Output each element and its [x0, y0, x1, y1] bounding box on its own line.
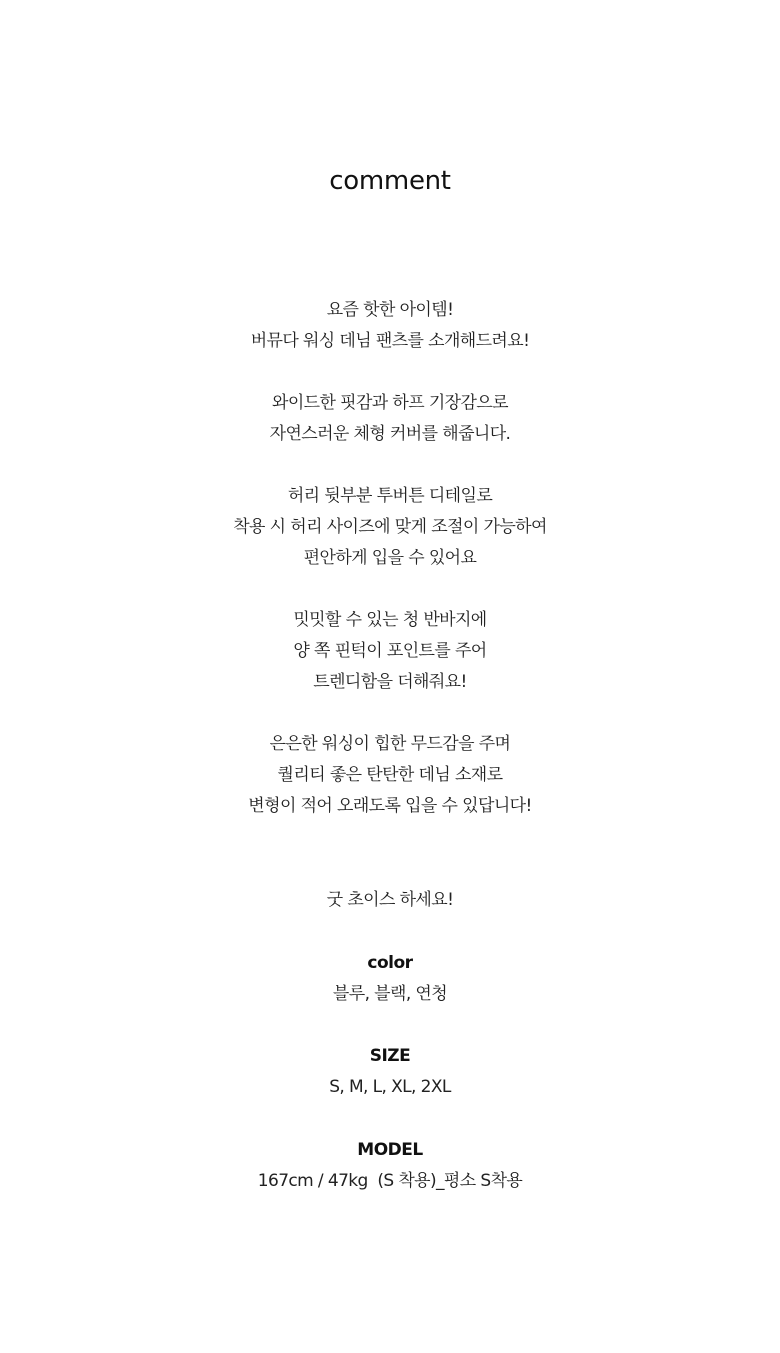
paragraph-pintuck — [0, 605, 780, 698]
paragraph-line: 자연스러운 체형 커버를 해줍니다. — [269, 424, 511, 444]
paragraph-line: 착용 시 허리 사이즈에 맞게 조절이 가능하여 — [233, 517, 547, 537]
paragraph-intro — [0, 295, 780, 357]
description-body — [0, 295, 780, 853]
paragraph-line: 밋밋할 수 있는 청 반바지에 — [293, 610, 487, 630]
spec-color-value: 블루, 블랙, 연청 — [332, 984, 448, 1004]
paragraph-line: 편안하게 입을 수 있어요 — [303, 548, 477, 568]
spec-size — [0, 1041, 780, 1103]
spec-size-title: SIZE — [369, 1046, 411, 1066]
spec-color-title: color — [367, 953, 413, 973]
spec-model — [0, 1135, 780, 1197]
spec-model-title: MODEL — [357, 1140, 423, 1160]
spec-color — [0, 948, 780, 1010]
paragraph-line: 퀄리티 좋은 탄탄한 데님 소재로 — [277, 765, 503, 785]
paragraph-line: 허리 뒷부분 투버튼 디테일로 — [287, 486, 493, 506]
paragraph-line: 버뮤다 워싱 데님 팬츠를 소개해드려요! — [250, 331, 530, 351]
paragraph-line: 변형이 적어 오래도록 입을 수 있답니다! — [248, 796, 532, 816]
paragraph-line: 와이드한 핏감과 하프 기장감으로 — [272, 393, 508, 413]
spec-model-value: 167cm / 47kg (S 착용)_평소 S착용 — [257, 1171, 523, 1191]
spec-size-value: S, M, L, XL, 2XL — [329, 1077, 451, 1097]
paragraph-waist — [0, 481, 780, 574]
paragraph-line: 트렌디함을 더해줘요! — [313, 672, 467, 692]
paragraph-line: 요즘 핫한 아이템! — [326, 300, 454, 320]
paragraph-fit — [0, 388, 780, 450]
paragraph-line: 양 쪽 핀턱이 포인트를 주어 — [293, 641, 487, 661]
paragraph-material — [0, 729, 780, 822]
paragraph-line: 은은한 워싱이 힙한 무드감을 주며 — [269, 734, 511, 754]
closing-line: 굿 초이스 하세요! — [326, 890, 454, 910]
section-heading: comment — [329, 166, 451, 196]
